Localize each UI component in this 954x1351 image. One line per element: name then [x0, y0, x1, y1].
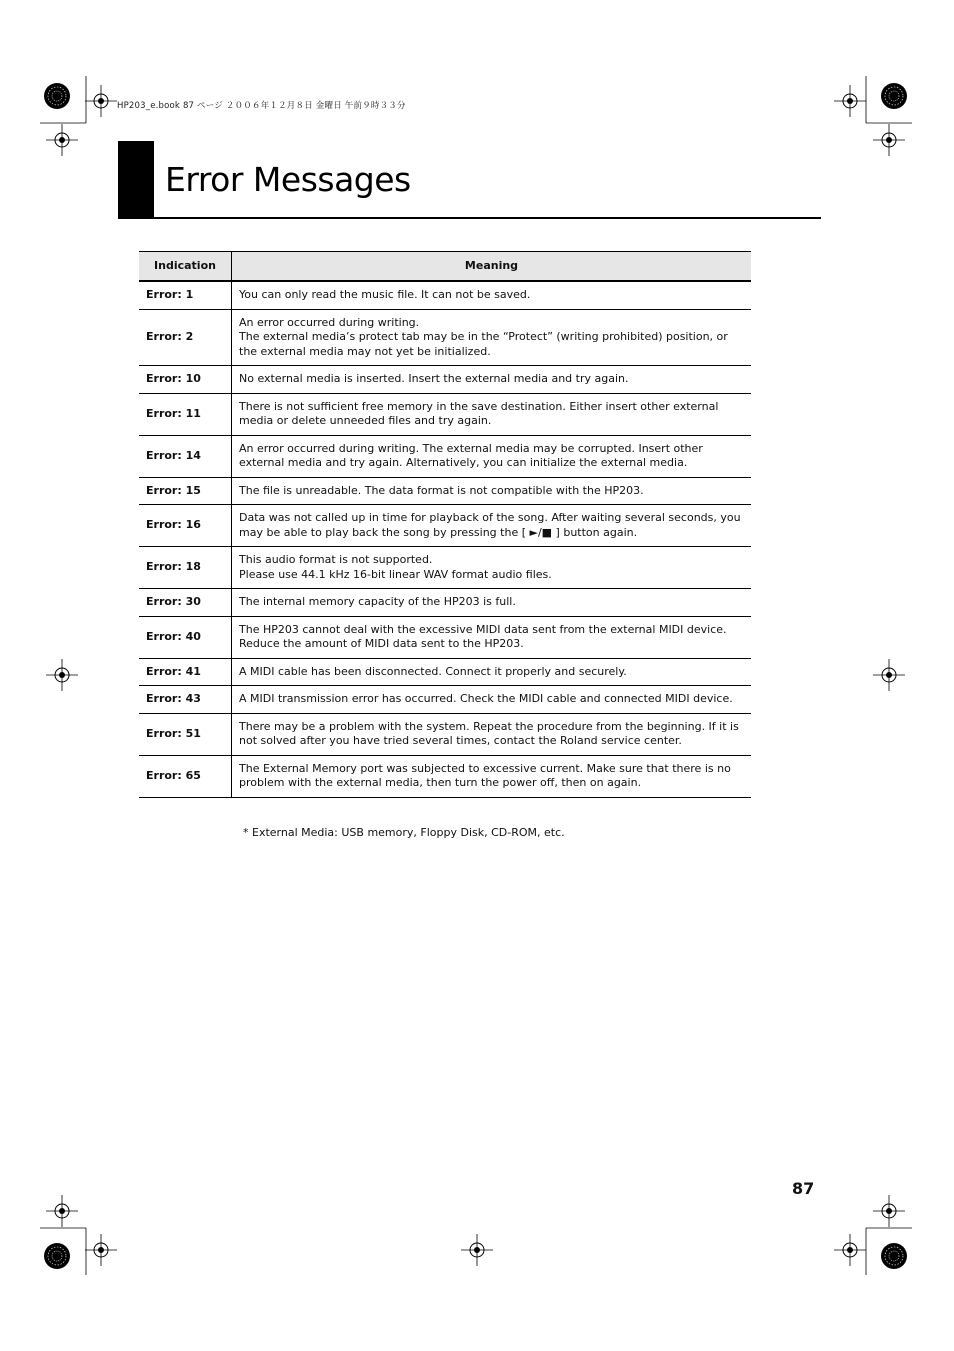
error-meaning-line: You can only read the music file. It can not be saved. — [239, 288, 531, 301]
error-meaning — [232, 366, 752, 394]
table-row — [139, 281, 751, 309]
error-code: Error: 43 — [139, 686, 232, 714]
table-row — [139, 589, 751, 617]
table-row — [139, 505, 751, 547]
error-meaning-line: This audio format is not supported. — [239, 553, 433, 566]
error-meaning — [232, 477, 752, 505]
error-code: Error: 16 — [139, 505, 232, 547]
table-row — [139, 309, 751, 366]
table-body — [139, 281, 751, 797]
footnote: * External Media: USB memory, Floppy Disk, CD-ROM, etc. — [243, 826, 565, 839]
error-meaning-line: The file is unreadable. The data format is not compatible with the HP203. — [239, 483, 644, 497]
title-tab-block — [118, 141, 154, 219]
error-meaning — [232, 686, 752, 714]
error-code: Error: 1 — [139, 281, 232, 309]
table-row — [139, 435, 751, 477]
table-row — [139, 658, 751, 686]
table-row — [139, 547, 751, 589]
error-meaning-line: No external media is inserted. Insert the external media and try again. — [239, 372, 629, 385]
error-meaning — [232, 547, 752, 589]
table-header-row — [139, 252, 751, 282]
error-meaning — [232, 755, 752, 797]
error-code: Error: 2 — [139, 309, 232, 366]
error-code: Error: 51 — [139, 713, 232, 755]
error-meaning-line: Please use 44.1 kHz 16-bit linear WAV format audio files. — [239, 567, 552, 581]
error-meaning-line: The internal memory capacity of the HP203 is full. — [239, 595, 516, 608]
error-meaning — [232, 281, 752, 309]
error-meaning-line: An error occurred during writing. — [239, 315, 420, 329]
table-row — [139, 393, 751, 435]
error-meaning-line: A MIDI transmission error has occurred. Check the MIDI cable and connected MIDI device. — [239, 692, 733, 705]
error-meaning-line: Data was not called up in time for playback of the song. After waiting several seconds, you may be able to play back the song by pressing the [ ►/■ ] button again. — [239, 511, 741, 539]
error-code: Error: 65 — [139, 755, 232, 797]
error-messages-table — [139, 251, 751, 798]
title-underline — [118, 217, 821, 219]
error-meaning-line: The external media’s protect tab may be in the “Protect” (writing prohibited) position, or the external media may not yet be initialized. — [239, 330, 728, 358]
error-meaning-line: There may be a problem with the system. Repeat the procedure from the beginning. If it is not solved after you have tried several times, contact the Roland service center. — [239, 719, 739, 747]
table-row — [139, 755, 751, 797]
page-number: 87 — [792, 1179, 815, 1198]
error-meaning-line: There is not sufficient free memory in the save destination. Either insert other external media or delete unneeded files and try again. — [239, 399, 719, 427]
error-meaning-line: The HP203 cannot deal with the excessive MIDI data sent from the external MIDI device. Reduce the amount of MIDI data sent to the HP203. — [239, 622, 727, 650]
error-meaning — [232, 505, 752, 547]
error-code: Error: 14 — [139, 435, 232, 477]
error-meaning — [232, 589, 752, 617]
error-meaning-line: The External Memory port was subjected to excessive current. Make sure that there is no problem with the external media, then turn the power off, then on again. — [239, 761, 731, 789]
column-header-indication: Indication — [139, 252, 232, 282]
error-code: Error: 41 — [139, 658, 232, 686]
error-code: Error: 30 — [139, 589, 232, 617]
error-code: Error: 40 — [139, 616, 232, 658]
error-meaning — [232, 616, 752, 658]
column-header-meaning: Meaning — [232, 252, 752, 282]
error-meaning — [232, 393, 752, 435]
print-header-info: HP203_e.book 87 ページ ２００６年１２月８日 金曜日 午前９時３３分 — [117, 101, 406, 111]
error-meaning — [232, 658, 752, 686]
table-row — [139, 713, 751, 755]
error-code: Error: 18 — [139, 547, 232, 589]
error-meaning — [232, 309, 752, 366]
page-title: Error Messages — [165, 160, 411, 199]
table-row — [139, 616, 751, 658]
error-code: Error: 10 — [139, 366, 232, 394]
error-code: Error: 15 — [139, 477, 232, 505]
error-code: Error: 11 — [139, 393, 232, 435]
table-row — [139, 366, 751, 394]
table-row — [139, 477, 751, 505]
error-meaning-line: A MIDI cable has been disconnected. Connect it properly and securely. — [239, 664, 627, 678]
error-meaning-line: An error occurred during writing. The external media may be corrupted. Insert other external media and try again. Alternatively, you can initialize the external media. — [239, 441, 703, 469]
error-meaning — [232, 713, 752, 755]
error-meaning — [232, 435, 752, 477]
table-row — [139, 686, 751, 714]
